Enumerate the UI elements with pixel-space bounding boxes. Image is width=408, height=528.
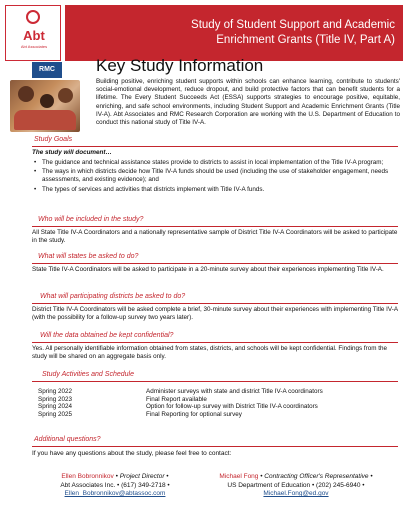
districts-text: District Title IV-A Coordinators will be asked complete a brief, 30-minute survey about their experiences with implementing Title IV-A (with the possibility for a follow-up survey two years later).: [32, 306, 398, 322]
districts-rule: [32, 303, 398, 304]
contact-role: • Contracting Officer's Representative •: [258, 473, 373, 480]
intro-paragraph: Building positive, enriching student supports within schools can enhance learning, contribute to students' social-emotional development, reduce dropout, and build protective factors that can benefit students for a lifetime. The Every Student Succeeds Act (ESSA) supports strategies to encourage positive, equitable, enriching, and safe school environments, including Student Support and Academic Enrichment Grants (Title IV-A). Abt Associates and RMC Research Corporation are working with the U.S. Department of Education to conduct this national study of Title IV-A.: [96, 78, 400, 127]
states-text: State Title IV-A Coordinators will be asked to participate in a 20-minute survey about their experiences implementing Title IV-A.: [32, 266, 384, 273]
schedule-year: Spring 2023: [38, 395, 72, 403]
logo-subtext: Abt Associates: [20, 44, 48, 49]
title-line-2: Enrichment Grants (Title IV, Part A): [216, 34, 395, 46]
table-row: [38, 411, 378, 419]
districts-label: What will participating districts be asked to do?: [40, 293, 186, 300]
table-row: [38, 403, 378, 411]
contact-name: Ellen Bobronnikov: [61, 473, 114, 480]
questions-label: Additional questions?: [34, 436, 101, 443]
photo-clothing: [14, 110, 76, 130]
study-goals-lead: The study will document…: [32, 149, 112, 156]
rmc-logo: RMC: [32, 62, 62, 78]
schedule-year: Spring 2025: [38, 410, 72, 418]
contact-right: [196, 473, 396, 499]
students-photo: [10, 80, 80, 132]
logo-circle-icon: [26, 10, 40, 24]
contact-role: • Project Director •: [113, 473, 169, 480]
questions-text: If you have any questions about the study, please feel free to contact:: [32, 450, 232, 457]
study-goals-rule: [32, 146, 398, 147]
schedule-activity: Option for follow-up survey with District Title IV-A coordinators: [146, 403, 318, 411]
table-row: [38, 388, 378, 396]
study-goals-list: [32, 159, 398, 195]
logo-text: Abt: [23, 28, 45, 43]
schedule-activity: Final Reporting for optional survey: [146, 410, 242, 418]
states-rule: [32, 263, 398, 264]
list-item: • The guidance and technical assistance states provide to districts to assist in local implementation of the Title IV-A program;: [32, 159, 398, 167]
schedule-year: Spring 2024: [38, 403, 72, 411]
confidential-label: Will the data obtained be kept confidential?: [40, 332, 174, 339]
states-label: What will states be asked to do?: [38, 253, 139, 260]
abt-logo: [5, 5, 61, 61]
photo-area: [10, 62, 90, 134]
contact-email-link[interactable]: Michael.Fong@ed.gov: [263, 490, 329, 498]
contact-org: US Department of Education • (202) 245-6940 •: [227, 481, 365, 489]
schedule-rule: [32, 381, 398, 382]
who-rule: [32, 226, 398, 227]
list-item: • The types of services and activities that districts implement with Title IV-A funds.: [32, 186, 398, 194]
table-row: [38, 396, 378, 404]
who-text: All State Title IV-A Coordinators and a nationally representative sample of District Title IV-A Coordinators will be asked to participate in the study.: [32, 229, 398, 245]
photo-person-3: [58, 88, 73, 103]
contact-org: Abt Associates Inc. • (617) 349-2718 •: [60, 481, 170, 489]
who-label: Who will be included in the study?: [38, 216, 144, 223]
title-line-1: Study of Student Support and Academic: [191, 19, 395, 31]
confidential-text: Yes. All personally identifiable information obtained from states, districts, and schools will be kept confidential. Findings from the study will be shared on an aggregate basis only.: [32, 345, 388, 361]
contact-name: Michael Fong: [219, 473, 259, 480]
key-study-heading: Key Study Information: [96, 56, 264, 75]
study-goals-label: Study Goals: [34, 136, 73, 143]
confidential-rule: [32, 342, 398, 343]
contact-left: [30, 473, 200, 499]
schedule-year: Spring 2022: [38, 388, 72, 395]
schedule-activity: Administer surveys with state and district Title IV-A coordinators: [146, 388, 323, 395]
title-banner: [65, 5, 403, 61]
contact-email-link[interactable]: Ellen_Bobronnikov@abtassoc.com: [64, 490, 166, 498]
header: [5, 5, 403, 61]
schedule-table: [38, 388, 378, 418]
photo-person-1: [18, 86, 34, 102]
list-item: • The ways in which districts decide how Title IV-A funds should be used (including the use of stakeholder engagement, needs assessments, and existing evidence); and: [32, 168, 398, 184]
schedule-activity: Final Report available: [146, 395, 207, 403]
questions-rule: [32, 446, 398, 447]
schedule-label: Study Activities and Schedule: [42, 371, 134, 378]
photo-person-2: [40, 94, 54, 108]
